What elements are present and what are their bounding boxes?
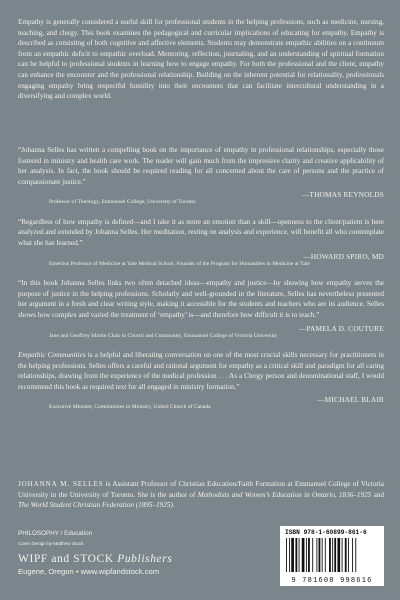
barcode-stripe [291, 538, 294, 572]
barcode-stripe [348, 538, 349, 572]
barcode-stripe [306, 538, 307, 572]
endorsement-quote: “Johanna Selles has written a compelling book on the importance of empathy in professional relationships, especially those fostered in ministry and health care work. The reader will gain much from the impressive clarity and creative applicability of her analysis. In fact, the book should be required reading for all concerned about the care of persons and the practice of compassionate justice.” [18, 146, 384, 186]
author-book-title: Methodists and Women’s Education in Ontario, 1836–1925 [197, 490, 372, 499]
endorsement-spiro [18, 217, 384, 268]
endorsement-quote [18, 350, 384, 392]
author-bio-text: is Assistant Professor of Christian Education/Faith Formation at Emmanuel College of Victoria University in the University of Toronto. She is the author of [18, 480, 384, 499]
publisher-name: WIPF and STOCK [18, 553, 118, 565]
endorsements [18, 145, 384, 422]
barcode-stripe [322, 538, 323, 572]
barcode-stripe [286, 538, 287, 572]
barcode-digits: 9 781608 998616 [291, 577, 373, 585]
publisher-address: Eugene, Oregon • www.wipfandstock.com [18, 567, 160, 576]
endorser-title: Emeritus Professor of Medicine at Yale Medical School, Founder of the Program for Humanities in Medicine at Yale [49, 260, 310, 267]
barcode-stripe [345, 538, 347, 572]
barcode-stripe [337, 538, 340, 572]
endorser-name: —MICHAEL BLAIR [317, 395, 384, 405]
barcode-stripe [295, 538, 297, 572]
isbn-label: ISBN 978-1-60899-861-6 [285, 529, 367, 536]
barcode-stripe [308, 538, 310, 572]
author-bio-text: . [172, 501, 175, 510]
endorser-name: —HOWARD SPIRO, MD [303, 251, 384, 261]
endorser-title: Executive Minister, Communities in Ministry, United Church of Canada [49, 404, 211, 411]
quote-body: is a helpful and liberating conversation on one of the most crucial skills necessary for practitioners in the helping professions. Selles offers a careful and rational argument for empathy as a critical skill and paradigm for all caring relationships, drawing from the experience of the medical profession . . . As a Clergy person and denominational staff, I would recommend this book as required text for all engaged in ministry formation.” [18, 351, 384, 391]
barcode-stripe [319, 538, 321, 572]
barcode-stripe [334, 538, 336, 572]
author-bio [18, 479, 384, 511]
endorser-title: Jane and Geoffrey Martin Chair in Church and Community, Emmanuel College of Victoria University [49, 332, 278, 339]
endorsement-reynolds [18, 145, 384, 207]
barcode-stripe [342, 538, 343, 572]
author-bio-text: and [371, 490, 384, 499]
publisher-name-italic: Publishers [117, 553, 173, 565]
book-title-italic: Empathic Communities [18, 351, 86, 360]
barcode-stripe [325, 538, 326, 572]
endorsement-blair [18, 350, 384, 412]
book-description: Empathy is generally considered a useful skill for professional students in the helping professions, such as medicine, nursing, teaching, and clergy. This book examines the pedagogical and curricular implications of educating for empathy. Empathy is described as consisting of both cognitive and affective elements. Students may demonstrate empathic abilities on a continuum from an empathic deficit to empathic overload. Mentoring, reflection, journaling, and an understanding of spiritual formation can be helpful to professional students in learning how to engage empathy. For both the professional and the client, empathy can enhance the encounter and the professional relationship. Building on the inherent potential for relationality, professionals engaging empathy bring respectful humility into their encounters that can facilitate intercultural understanding in a diversifying and complex world. [18, 18, 384, 101]
endorser-title: Professor of Theology, Emmanuel College, University of Toronto [49, 199, 196, 206]
author-name: JOHANNA M. SELLES [18, 480, 104, 488]
barcode-stripe [299, 538, 300, 572]
endorser-name: —PAMELA D. COUTURE [298, 323, 384, 333]
endorsement-quote: “Regardless of how empathy is defined—and I take it as more an emotion than a skill—openness to the client/patient is here analyzed and extended by Johanna Selles. Her meditation, resting on analysis and experience, will benefit all who contemplate what she has learned.” [18, 217, 384, 248]
publisher-logo [18, 553, 172, 565]
subject-category: PHILOSOPHY / Education [18, 530, 93, 537]
barcode-stripe [329, 538, 331, 572]
barcode-bars [285, 538, 379, 572]
endorsement-quote: “In this book Johanna Selles links two often detached ideas—empathy and justice—by showing how empathy serves the purpose of justice in the helping professions. Scholarly and well-grounded in the literature, Selles has nevertheless presented her argument in a fresh and clear writing style, making it accessible for the students and teachers who are its audience. Selles shows how complex and varied the treatment of ‘empathy’ is—and therefore how difficult it is to teach.” [18, 279, 384, 319]
barcode-stripe [289, 538, 290, 572]
author-book-title: The World Student Christian Federation (1895–1925) [18, 501, 173, 510]
endorser-name: —THOMAS REYNOLDS [301, 190, 384, 200]
cover-design-credit: Cover Design by Matthew Stock [18, 541, 84, 546]
barcode-stripe [312, 538, 313, 572]
barcode-stripe [316, 538, 317, 572]
barcode-stripe [302, 538, 305, 572]
barcode-stripe [355, 538, 356, 572]
barcode [280, 526, 384, 586]
barcode-stripe [352, 538, 353, 572]
endorsement-couture [18, 278, 384, 340]
barcode-stripe [332, 538, 333, 572]
